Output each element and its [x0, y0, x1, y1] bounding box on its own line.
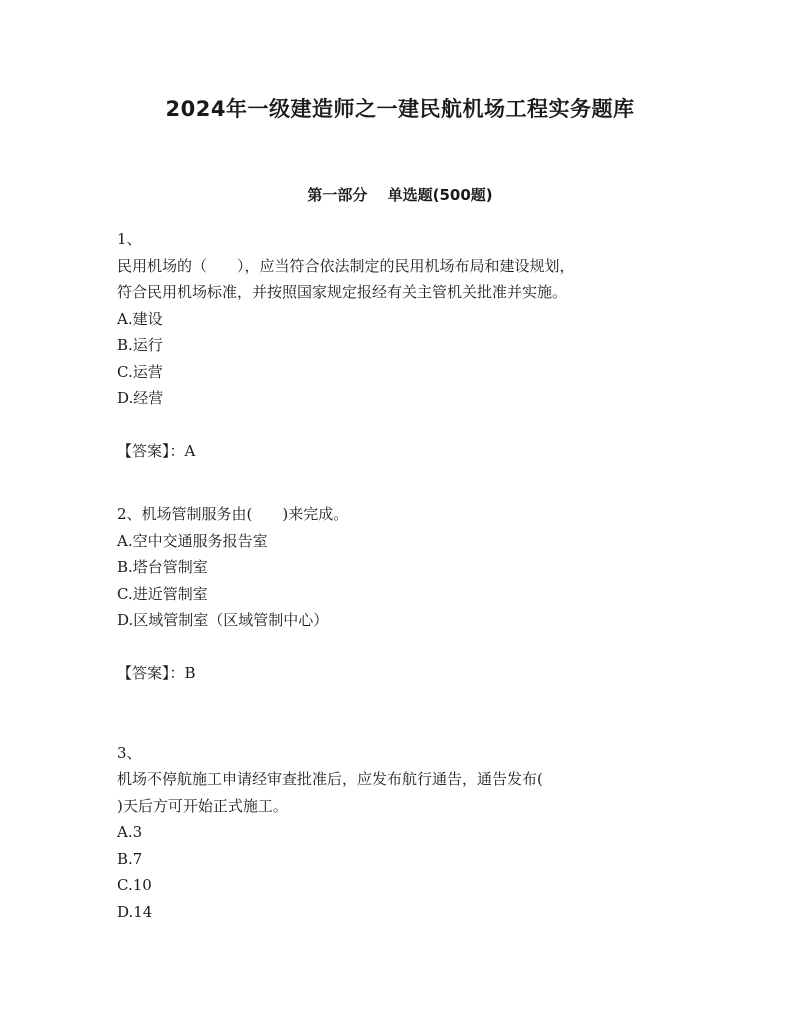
option-d: D.14	[117, 902, 153, 921]
answer-label: 【答案】：B	[117, 664, 196, 682]
question-number: 3、	[117, 743, 142, 762]
answer-label: 【答案】：A	[117, 442, 196, 460]
document-title: 2024年一级建造师之一建民航机场工程实务题库	[165, 97, 635, 121]
option-b: B.塔台管制室	[117, 558, 208, 576]
spacer	[117, 465, 677, 492]
spacer	[117, 713, 677, 740]
option-a: A.空中交通服务报告室	[117, 531, 268, 550]
question-1	[117, 226, 677, 465]
option-d: D.经营	[117, 389, 164, 407]
option-a: A.3	[117, 823, 143, 841]
question-stem-line: 机场不停航施工申请经审查批准后，应发布航行通告，通告发布(	[117, 770, 543, 788]
question-number: 1、	[117, 230, 142, 248]
option-a: A.建设	[117, 309, 163, 328]
question-3	[117, 740, 677, 926]
question-2	[117, 501, 677, 687]
option-d: D.区域管制室（区域管制中心）	[117, 611, 329, 629]
question-stem-line: )天后方可开始正式施工。	[117, 796, 288, 815]
section-title: 第一部分 单选题(500题)	[307, 186, 493, 204]
option-b: B.运行	[117, 336, 163, 354]
option-b: B.7	[117, 849, 143, 868]
question-stem-line: 民用机场的（ ），应当符合依法制定的民用机场布局和建设规划，	[117, 256, 575, 275]
spacer	[117, 634, 677, 661]
option-c: C.进近管制室	[117, 584, 208, 603]
option-c: C.运营	[117, 362, 163, 381]
question-list	[117, 226, 677, 925]
spacer	[117, 687, 677, 714]
spacer	[117, 491, 677, 501]
spacer	[117, 412, 677, 439]
question-stem-line: 符合民用机场标准，并按照国家规定报经有关主管机关批准并实施。	[117, 283, 568, 301]
question-stem-line: 2、机场管制服务由( )来完成。	[117, 505, 349, 523]
option-c: C.10	[117, 876, 152, 894]
